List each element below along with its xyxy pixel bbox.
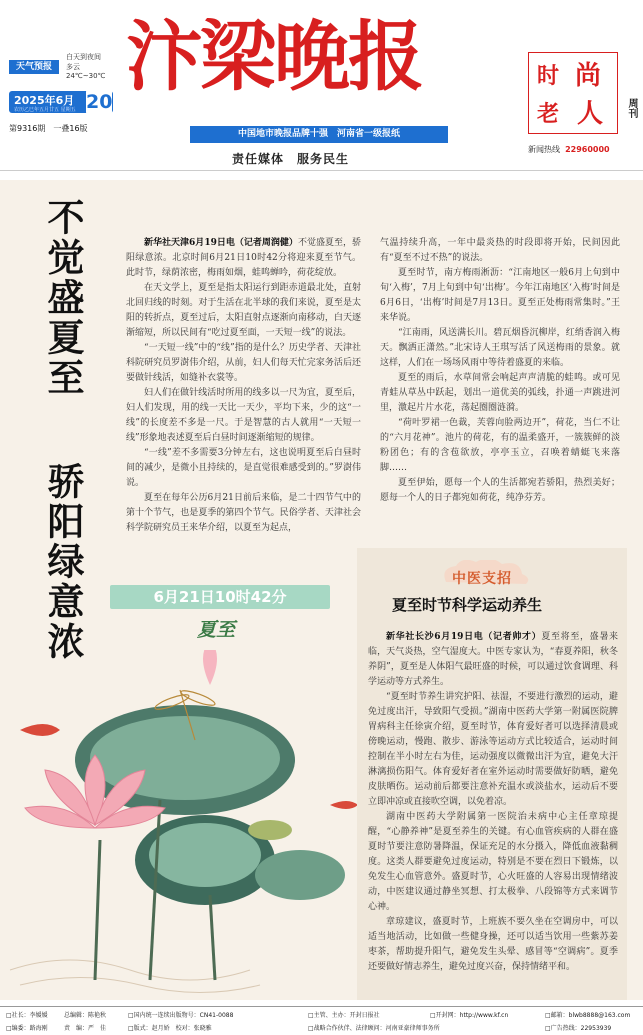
headline-line-2: 骄阳绿意浓 bbox=[41, 462, 85, 662]
motto: 责任媒体 服务民生 bbox=[232, 152, 350, 166]
supplement-logo bbox=[528, 52, 618, 134]
water-ripples-icon bbox=[10, 960, 260, 993]
paragraph: 夏至在每年公历6月21日前后来临，是二十四节气中的第十个节气，也是夏季的第四个节气。民俗学者、天津社会科学院研究员王来华介绍，以夏至为起点， bbox=[126, 493, 361, 533]
paragraph-text: 夏至将至，盛暑来临，天气炎热，空气湿度大。中医专家认为，“春夏养阳，秋冬养阴”，夏至是人体阳气最旺盛的时候，可以通过饮食调理、科学运动等方式养生。 bbox=[368, 632, 618, 687]
footer-item: □主管、主办：开封日报社 bbox=[308, 1012, 380, 1019]
supplement-char: 老 bbox=[537, 101, 560, 127]
box-body bbox=[368, 630, 618, 995]
paragraph: 湖南中医药大学附属第一医院治未病中心主任章琼提醒，“心静养神”是夏至养生的关键。有心血管疾病的人群在盛夏时节要注意防暑降温，保证充足的水分摄入，降低血液黏稠度。这类人群要避免过度运动，特别是不要在烈日下锻炼，以免发生心血管意外。盛夏时节，心火旺盛的人容易出现情绪波动，中医建议通过静坐冥想、打太极拳、八段锦等方式来调节心神。 bbox=[368, 812, 618, 912]
weather-line: 多云 bbox=[66, 63, 80, 71]
newspaper-logo: 汴梁晚报 bbox=[126, 12, 422, 101]
slogan-bar: 中国地市晚报品牌十强 河南省一级报纸 bbox=[190, 126, 448, 143]
issue-number: 第9316期 一叠16版 bbox=[9, 124, 88, 133]
paragraph: “江南雨，风送满长川。碧瓦烟昏沉柳岸，红绡香润入梅天。飘洒正潇然。”北宋诗人王琪写活了风送梅雨的景象。就这样，人们在一场场风雨中等待着盛夏的来临。 bbox=[380, 328, 620, 368]
article-column-1 bbox=[126, 236, 361, 536]
date-day: 20 bbox=[86, 91, 113, 113]
news-hotline bbox=[528, 144, 610, 155]
paragraph: “荷叶罗裙一色裁，芙蓉向脸两边开”，荷花，当仁不让的“六月花神”。池片的荷花，有的温柔盛开，一簇簇鲜的淡粉团色；有的含苞欲放，亭亭玉立，召唤着蜻蜓飞来落脚…… bbox=[380, 418, 620, 473]
solstice-time-banner: 6月21日10时42分 bbox=[110, 585, 330, 609]
paragraph: 夏至的雨后，水草间常会响起声声清脆的蛙鸣。或可见青蛙从草丛中跃起，划出一道优美的弧线，扑通一声跳进河里，激起片片水花，荡起圈圈涟漪。 bbox=[380, 373, 620, 413]
supplement-char: 人 bbox=[577, 99, 604, 129]
article-column-2 bbox=[380, 236, 620, 536]
footer-item: 总编辑：陈艳秋 bbox=[64, 1012, 107, 1019]
box-tag: 中医支招 bbox=[452, 571, 512, 587]
paragraph: 夏至伊始，愿每一个人的生活都宛若骄阳，热烈美好；愿每一个人的日子都宛如荷花，纯净芬芳。 bbox=[380, 478, 620, 503]
paragraph-text: 不觉盛夏至，骄阳绿意浓。北京时间6月21日10时42分将迎来夏至节气。此时节，绿荫浓密，梅雨如烟，蛙鸣蝉吟，荷花绽放。 bbox=[126, 238, 361, 278]
footer-item: □国内统一连续出版物号：CN41-0088 bbox=[128, 1012, 234, 1019]
weather-line: 白天到夜间 bbox=[66, 53, 101, 61]
footer-item: 责 编：严 佳 bbox=[64, 1025, 107, 1032]
box-title: 夏至时节科学运动养生 bbox=[392, 596, 543, 614]
paragraph: 夏至时节，南方梅雨淅沥：“江南地区一般6月上旬到中旬‘入梅’，7月上旬到中旬‘出梅’。今年江南地区‘入梅’时间是6月6日，‘出梅’时间是7月13日。夏至正处梅雨常集时。”王来华说。 bbox=[380, 268, 620, 323]
footer-item: □版式：赵月娇 校对：张晓雅 bbox=[128, 1025, 212, 1032]
paragraph: 在天文学上，夏至是指太阳运行到距赤道最北处，直射北回归线的时刻。对于生活在北半球的我们来说，夏至是太阳的转折点，夏至过后，太阳直射点逐渐向南移动，白天逐渐缩短，所以民间有“吃过夏至面，一天短一线”的说法。 bbox=[126, 283, 361, 338]
hotline-label: 新闻热线 bbox=[528, 145, 560, 154]
lotus-bud-icon bbox=[203, 650, 217, 685]
footer-item: □战略合作伙伴、法律顾问：河南亚豪律师事务所 bbox=[308, 1025, 440, 1032]
paragraph: “一天短一线”中的“线”指的是什么？历史学者、天津社科院研究员罗澍伟介绍，从前，妇人们每天忙完家务活后还要做针线活，如缝补衣裳等。 bbox=[126, 343, 361, 383]
date-year-month: 2025年6月 bbox=[14, 94, 75, 107]
date-lunar: 农历乙巳年五月廿五 星期五 bbox=[14, 107, 76, 113]
footer-item: □社长：李媛媛 bbox=[6, 1012, 48, 1019]
supplement-char: 尚 bbox=[575, 61, 602, 91]
weather-tag: 天气预报 bbox=[9, 60, 59, 74]
dateline: 新华社天津6月19日电（记者周润健） bbox=[144, 238, 298, 248]
paragraph: “夏至时节养生讲究护阳、祛湿，不要进行激烈的运动，避免过度出汗，导致阳气受损。”湖南中医药大学第一附属医院脾胃病科主任徐寅介绍，夏至时节，体育爱好者可以选择清晨或傍晚运动，慢跑、散步、游泳等运动方式比较适合，运动时间控制在半小时左右为佳，运动强度以微微出汗为宜，避免大汗淋漓损伤阳气。体育爱好者在室外运动时需要做好防晒，避免皮肤晒伤。运动前后都要注意补充温水或淡盐水，运动后不要立即冲凉或直接吹空调，以免着凉。 bbox=[368, 692, 618, 807]
paragraph bbox=[368, 630, 618, 690]
paragraph: 章琼建议，盛夏时节，上班族不要久坐在空调房中，可以适当地活动，比如做一些健身操，还可以适当饮用一些紫苏姜枣茶，帮助提升阳气，避免发生头晕、感冒等“空调病”。夏季还要做好情志养生，避免过度兴奋，保持情绪平和。 bbox=[368, 917, 618, 972]
weather-line: 24℃~30℃ bbox=[66, 72, 106, 80]
lotus-illustration bbox=[0, 650, 360, 1000]
footer-info bbox=[0, 1006, 643, 1035]
paragraph: 气温持续升高，一年中最炎热的时段即将开始，民间因此有“夏至不过不热”的说法。 bbox=[380, 238, 620, 263]
headline-line-1: 不觉盛夏至 bbox=[41, 198, 85, 398]
footer-item: □邮箱：blwb8888@163.com bbox=[545, 1012, 631, 1019]
supplement-suffix: 周刊 bbox=[626, 98, 637, 118]
solstice-name: 夏至 bbox=[197, 619, 236, 641]
dateline: 新华社长沙6月19日电（记者帅才） bbox=[386, 632, 542, 642]
footer-item: □开封网：http://www.kf.cn bbox=[430, 1012, 509, 1019]
divider bbox=[0, 170, 643, 171]
supplement-char: 时 bbox=[537, 63, 560, 89]
footer-item: □编委：路海刚 bbox=[6, 1025, 48, 1032]
footer-item: □广告热线：22953939 bbox=[545, 1025, 612, 1032]
paragraph: 妇人们在做针线活时所用的线多以一尺为宜，夏至后，妇人们发现，用的线一天比一天少，平均下来，少的这“一线”的长度差不多是一尺。于是智慧的古人就用“一天短一线”形象地表述夏至后白昼时间逐渐缩短的规律。 bbox=[126, 388, 361, 443]
lotus-seedpod-icon bbox=[248, 820, 292, 840]
hotline-number: 22960000 bbox=[565, 145, 610, 154]
paragraph: “一线”差不多需要3分钟左右，这也说明夏至后白昼时间的减少，是微小且持续的，是直觉很难感受到的。”罗澍伟说。 bbox=[126, 448, 361, 488]
paragraph bbox=[126, 236, 361, 281]
